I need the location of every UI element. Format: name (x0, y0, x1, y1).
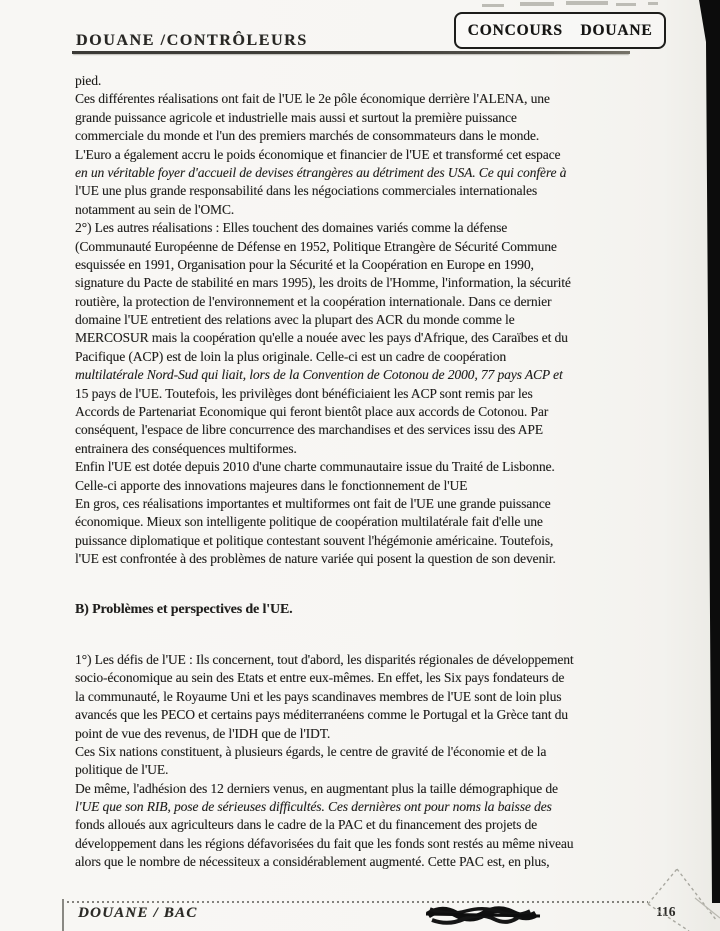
text-line: Ces Six nations constituent, à plusieurs égards, le centre de gravité de l'économie et de la (75, 743, 547, 759)
text-line: 15 pays de l'UE. Toutefois, les privilèges dont bénéficiaient les ACP sont remis par les (75, 385, 533, 401)
text-line: puissance diplomatique et politique contestant souvent l'hégémonie américaine. Toutefois, (75, 532, 554, 548)
stamp-label: CONCOURS DOUANE (467, 21, 653, 39)
text-line: Ces différentes réalisations ont fait de l'UE le 2e pôle économique derrière l'ALENA, une (75, 91, 550, 107)
footer-dotted-rule (62, 901, 648, 903)
text-line: entrainera des conséquences multiformes. (75, 440, 297, 456)
text-line: socio-économique au sein des Etats et entre eux-mêmes. En effet, les Six pays fondateurs de (75, 670, 565, 686)
fold-crease (695, 898, 720, 918)
text-line: Pacifique (ACP) est de loin la plus originale. Celle-ci est un cadre de coopération (75, 348, 507, 364)
text-line: l'UE une plus grande responsabilité dans les négociations commerciales internationales (75, 183, 538, 199)
text-line: routière, la protection de l'environnement et la coopération internationale. Dans ce dernier (75, 293, 552, 309)
paragraph-gap (75, 619, 665, 651)
text-line: notamment au sein de l'OMC. (75, 201, 235, 217)
text-line: en un véritable foyer d'accueil de devises étrangères au détriment des USA. Ce qui confère à (75, 164, 567, 180)
text-line: développement dans les régions défavorisées du fait que les fonds sont restés au même niveau (75, 835, 574, 851)
text-line: L'Euro a également accru le poids économique et financier de l'UE et transformé cet espace (75, 146, 561, 162)
text-line: Celle-ci apporte des innovations majeures dans le fonctionnement de l'UE (75, 477, 468, 493)
page-number: 116 (656, 904, 676, 919)
text-line: Enfin l'UE est dotée depuis 2010 d'une charte communautaire issue du Traité de Lisbonne. (75, 459, 555, 475)
text-line: esquissée en 1991, Organisation pour la Sécurité et la Coopération en Europe en 1990, (75, 256, 534, 272)
text-line: alors que le nombre de nécessiteux a considérablement augmenté. Cette PAC est, en plus, (75, 854, 550, 870)
concours-douane-stamp (454, 12, 666, 49)
text-line: la communauté, le Royaume Uni et les pays scandinaves membres de l'UE sont de loin plus (75, 688, 562, 704)
text-line: B) Problèmes et perspectives de l'UE. (75, 601, 293, 617)
text-line: 2°) Les autres réalisations : Elles touchent des domaines variés comme la défense (75, 220, 508, 236)
text-line: conséquent, l'espace de libre concurrence des marchandises et des services issu des APE (75, 422, 543, 438)
text-line: l'UE que son RIB, pose de sérieuses difficultés. Ces dernières ont pour noms la baisse des (75, 799, 552, 815)
scan-edge-artifact (699, 0, 720, 903)
text-line: domaine l'UE entretient des relations avec la plupart des ACR du monde comme le (75, 312, 515, 328)
scribble-redaction (426, 909, 540, 923)
text-line: signature du Pacte de stabilité en mars 1995), les droits de l'Homme, l'information, la sécurité (75, 275, 571, 291)
text-line: 1°) Les défis de l'UE : Ils concernent, tout d'abord, les disparités régionales de développement (75, 651, 574, 667)
title-underline (72, 51, 630, 54)
text-line: multilatérale Nord-Sud qui liait, lors de la Convention de Cotonou de 2000, 77 pays ACP et (75, 367, 563, 383)
fold-mark (648, 869, 717, 931)
text-line: avancés que les PECO et certains pays méditerranéens comme le Portugal et la Grèce tant du (75, 707, 568, 723)
text-line: MERCOSUR mais la coopération qu'elle a nouée avec les pays d'Afrique, des Caraïbes et du (75, 330, 568, 346)
text-line: fonds alloués aux agriculteurs dans le cadre de la PAC et du financement des projets de (75, 817, 538, 833)
document-title: DOUANE /CONTRÔLEURS (76, 32, 308, 49)
text-line: point de vue des revenus, de l'IDH que de l'IDT. (75, 725, 331, 741)
text-line: En gros, ces réalisations importantes et multiformes ont fait de l'UE une grande puissance (75, 495, 551, 511)
paragraph-gap (75, 569, 665, 601)
top-smudge (482, 1, 658, 7)
body-text (75, 72, 665, 872)
footer-label: DOUANE / BAC (78, 905, 198, 921)
text-line: politique de l'UE. (75, 762, 169, 778)
text-line: pied. (75, 73, 102, 88)
text-line: l'UE est confrontée à des problèmes de nature variée qui posent la question de son devenir. (75, 551, 556, 567)
text-line: Accords de Partenariat Economique qui feront bientôt place aux accords de Cotonou. Par (75, 404, 549, 420)
text-line: De même, l'adhésion des 12 derniers venus, en augmentant plus la taille démographique de (75, 780, 558, 796)
text-line: commerciale du monde et l'un des premiers marchés de consommateurs dans le monde. (75, 128, 540, 144)
text-line: économique. Mieux son intelligente politique de coopération multilatérale fait d'elle une (75, 514, 543, 530)
text-line: grande puissance agricole et industrielle mais aussi et surtout la première puissance (75, 109, 517, 125)
footer-corner-tick (62, 899, 64, 931)
text-line: (Communauté Européenne de Défense en 1952, Politique Etrangère de Sécurité Commune (75, 238, 557, 254)
